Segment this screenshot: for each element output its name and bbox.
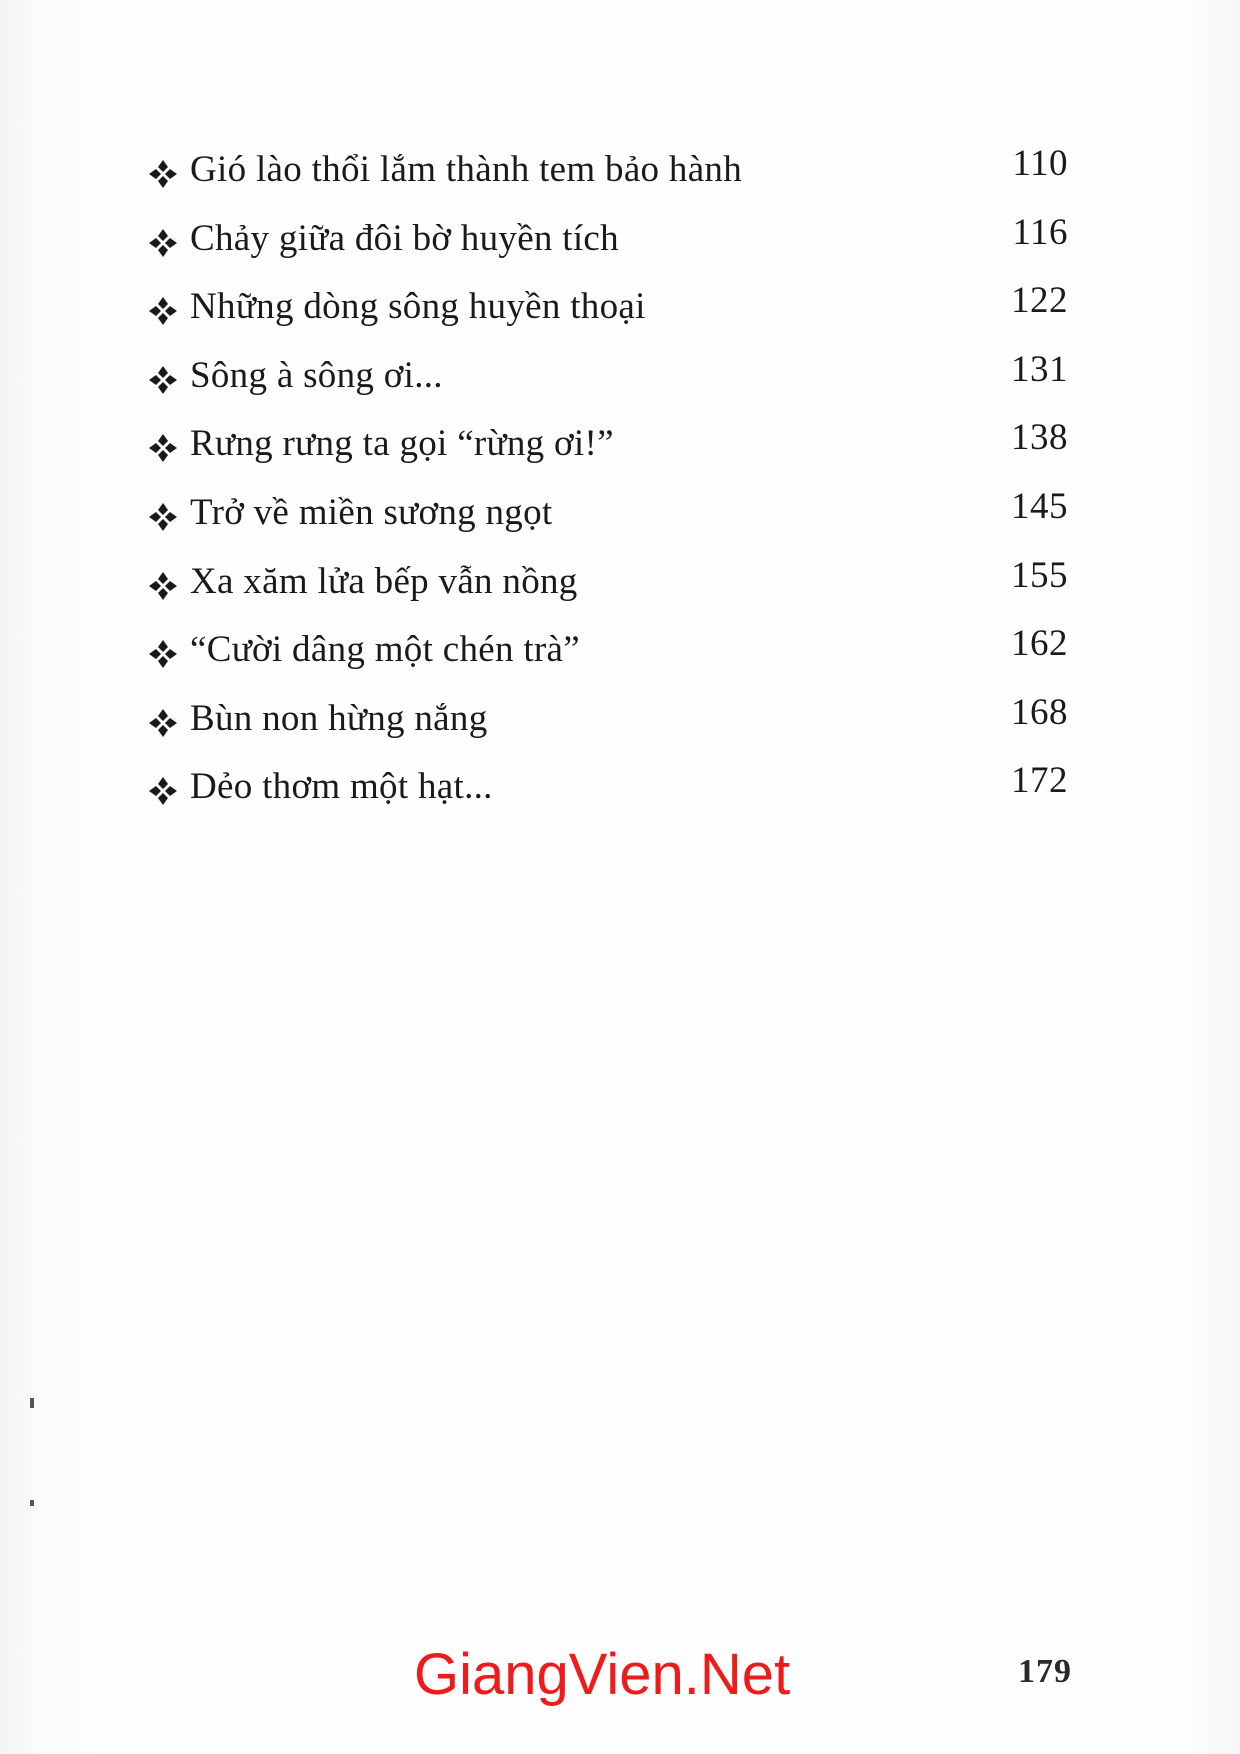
toc-entry-title: Gió lào thổi lắm thành tem bảo hành <box>190 149 743 190</box>
toc-entry[interactable] <box>148 689 1068 758</box>
four-diamond-bullet-icon <box>148 365 178 395</box>
four-diamond-bullet-icon <box>148 296 178 326</box>
toc-entry[interactable] <box>148 277 1068 346</box>
toc-entry-title: Sông à sông ơi... <box>190 354 443 396</box>
four-diamond-bullet-icon <box>148 433 178 463</box>
toc-entry-title: Bùn non hừng nắng <box>190 697 488 739</box>
toc-entry[interactable] <box>148 346 1068 415</box>
toc-entry-page: 110 <box>1012 143 1068 184</box>
toc-entry-page: 155 <box>1011 554 1068 596</box>
toc-entry-page: 162 <box>1011 623 1068 665</box>
four-diamond-bullet-icon <box>148 776 178 806</box>
toc-entry-title: Chảy giữa đôi bờ huyền tích <box>190 217 619 259</box>
four-diamond-bullet-icon <box>148 159 178 189</box>
toc-entry-page: 168 <box>1011 691 1068 733</box>
toc-entry-title: Dẻo thơm một hạt... <box>190 766 493 808</box>
toc-entry[interactable] <box>148 552 1068 621</box>
toc-entry-title: Những dòng sông huyền thoại <box>190 286 646 328</box>
page-number: 179 <box>1018 1653 1072 1690</box>
scan-edge-mark <box>30 1500 34 1506</box>
toc-entry-title: Xa xăm lửa bếp vẫn nồng <box>190 560 578 602</box>
four-diamond-bullet-icon <box>148 639 178 669</box>
four-diamond-bullet-icon <box>148 571 178 601</box>
scan-edge-mark <box>30 1398 34 1408</box>
toc-entry[interactable] <box>148 140 1068 209</box>
toc-entry-page: 138 <box>1011 417 1068 459</box>
four-diamond-bullet-icon <box>148 708 178 738</box>
watermark-text: GiangVien.Net <box>414 1642 791 1707</box>
toc-entry-page: 172 <box>1011 760 1068 802</box>
toc-entry-title: Trở về miền sương ngọt <box>190 491 553 533</box>
toc-entry[interactable] <box>148 620 1068 689</box>
toc-entry-page: 131 <box>1011 348 1068 390</box>
toc-entry-page: 145 <box>1011 485 1068 527</box>
toc-entry-title: Rưng rưng ta gọi “rừng ơi!” <box>190 423 614 465</box>
toc-entry[interactable] <box>148 757 1068 826</box>
toc-entry-title: “Cười dâng một chén trà” <box>190 629 580 671</box>
toc-entry[interactable] <box>148 209 1068 278</box>
four-diamond-bullet-icon <box>148 228 178 258</box>
toc-entry-page: 116 <box>1012 211 1068 253</box>
table-of-contents <box>148 140 1068 826</box>
toc-entry-page: 122 <box>1011 280 1068 322</box>
four-diamond-bullet-icon <box>148 502 178 532</box>
toc-entry[interactable] <box>148 414 1068 483</box>
toc-entry[interactable] <box>148 483 1068 552</box>
